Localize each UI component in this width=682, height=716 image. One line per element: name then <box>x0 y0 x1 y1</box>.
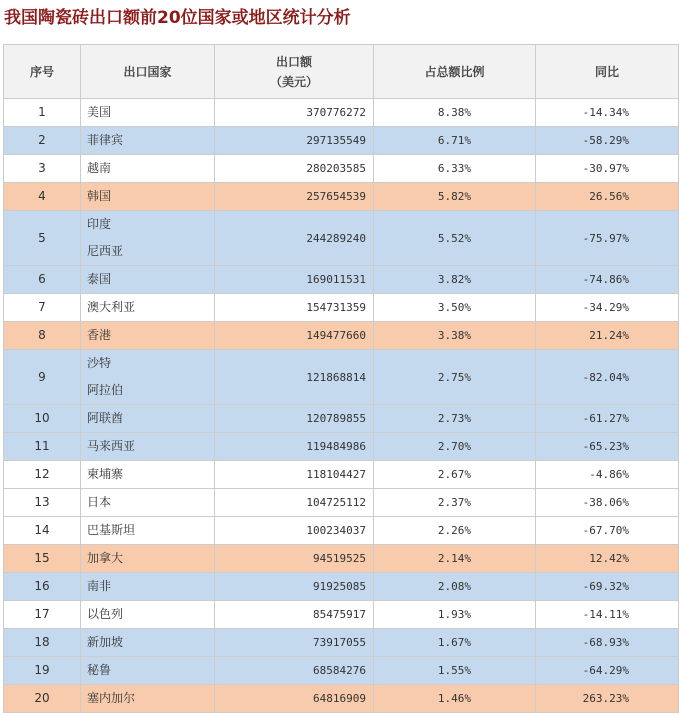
cell-share: 2.70% <box>374 433 536 461</box>
cell-country <box>81 183 215 211</box>
cell-yoy: -34.29% <box>536 294 679 322</box>
cell-share: 6.33% <box>374 155 536 183</box>
cell-share: 2.26% <box>374 517 536 545</box>
cell-export: 119484986 <box>215 433 374 461</box>
cell-export: 104725112 <box>215 489 374 517</box>
cell-share: 1.55% <box>374 657 536 685</box>
cell-country <box>81 266 215 294</box>
table-row <box>4 405 679 433</box>
cell-yoy: 26.56% <box>536 183 679 211</box>
cell-country <box>81 127 215 155</box>
cell-export: 149477660 <box>215 322 374 350</box>
cell-yoy: -67.70% <box>536 517 679 545</box>
cell-export: 257654539 <box>215 183 374 211</box>
table-row <box>4 517 679 545</box>
cell-export: 68584276 <box>215 657 374 685</box>
cell-yoy: -75.97% <box>536 211 679 266</box>
country-name-line: 马来西亚 <box>87 439 136 453</box>
cell-idx: 1 <box>4 99 81 127</box>
cell-export: 73917055 <box>215 629 374 657</box>
cell-country <box>81 211 215 266</box>
cell-yoy: -14.34% <box>536 99 679 127</box>
cell-yoy: -69.32% <box>536 573 679 601</box>
export-table <box>3 44 679 713</box>
country-name-line: 柬埔寨 <box>87 467 124 481</box>
cell-idx: 18 <box>4 629 81 657</box>
table-row <box>4 350 679 405</box>
cell-export: 121868814 <box>215 350 374 405</box>
country-name-line: 澳大利亚 <box>87 300 136 314</box>
country-name-line: 尼西亚 <box>87 244 124 258</box>
cell-export: 64816909 <box>215 685 374 713</box>
country-name-line: 阿联酋 <box>87 411 124 425</box>
cell-idx: 12 <box>4 461 81 489</box>
cell-idx: 10 <box>4 405 81 433</box>
cell-share: 6.71% <box>374 127 536 155</box>
cell-country <box>81 517 215 545</box>
cell-share: 5.82% <box>374 183 536 211</box>
cell-share: 2.37% <box>374 489 536 517</box>
table-row <box>4 266 679 294</box>
country-name-line: 以色列 <box>87 607 124 621</box>
cell-idx: 6 <box>4 266 81 294</box>
country-name-line: 菲律宾 <box>87 133 124 147</box>
table-row <box>4 657 679 685</box>
country-name-line: 美国 <box>87 105 112 119</box>
header-share: 占总额比例 <box>374 45 536 99</box>
cell-share: 1.67% <box>374 629 536 657</box>
cell-country <box>81 545 215 573</box>
cell-country <box>81 99 215 127</box>
cell-country <box>81 405 215 433</box>
table-row <box>4 433 679 461</box>
cell-yoy: -61.27% <box>536 405 679 433</box>
country-name-line: 秘鲁 <box>87 663 112 677</box>
cell-share: 2.67% <box>374 461 536 489</box>
cell-share: 8.38% <box>374 99 536 127</box>
cell-idx: 5 <box>4 211 81 266</box>
table-row <box>4 155 679 183</box>
cell-country <box>81 601 215 629</box>
country-name-line: 塞内加尔 <box>87 691 136 705</box>
cell-country <box>81 155 215 183</box>
country-name-line: 韩国 <box>87 189 112 203</box>
table-row <box>4 461 679 489</box>
cell-idx: 11 <box>4 433 81 461</box>
header-export <box>215 45 374 99</box>
cell-export: 370776272 <box>215 99 374 127</box>
table-row <box>4 573 679 601</box>
cell-idx: 20 <box>4 685 81 713</box>
cell-idx: 13 <box>4 489 81 517</box>
cell-yoy: 21.24% <box>536 322 679 350</box>
page-title: 我国陶瓷砖出口额前20位国家或地区统计分析 <box>4 8 351 28</box>
table-row <box>4 545 679 573</box>
cell-export: 91925085 <box>215 573 374 601</box>
cell-country <box>81 657 215 685</box>
cell-idx: 17 <box>4 601 81 629</box>
table-row <box>4 685 679 713</box>
cell-yoy: 263.23% <box>536 685 679 713</box>
cell-share: 5.52% <box>374 211 536 266</box>
country-name-line: 沙特 <box>87 356 112 370</box>
country-name-line: 巴基斯坦 <box>87 523 136 537</box>
country-name-line: 越南 <box>87 161 112 175</box>
country-name-line: 印度 <box>87 217 112 231</box>
cell-yoy: -65.23% <box>536 433 679 461</box>
cell-share: 2.14% <box>374 545 536 573</box>
cell-share: 3.82% <box>374 266 536 294</box>
table-row <box>4 127 679 155</box>
cell-share: 2.75% <box>374 350 536 405</box>
country-name-line: 泰国 <box>87 272 112 286</box>
cell-yoy: -82.04% <box>536 350 679 405</box>
country-name-line: 加拿大 <box>87 551 124 565</box>
cell-share: 3.38% <box>374 322 536 350</box>
cell-yoy: -38.06% <box>536 489 679 517</box>
header-export-line1: 出口额 <box>275 54 312 69</box>
table-header-row <box>4 45 679 99</box>
table-row <box>4 601 679 629</box>
cell-yoy: -4.86% <box>536 461 679 489</box>
cell-yoy: -64.29% <box>536 657 679 685</box>
header-yoy: 同比 <box>536 45 679 99</box>
cell-idx: 15 <box>4 545 81 573</box>
cell-idx: 9 <box>4 350 81 405</box>
cell-yoy: -14.11% <box>536 601 679 629</box>
cell-export: 100234037 <box>215 517 374 545</box>
country-name-line: 新加坡 <box>87 635 124 649</box>
cell-idx: 14 <box>4 517 81 545</box>
cell-export: 244289240 <box>215 211 374 266</box>
table-body <box>4 99 679 713</box>
cell-idx: 16 <box>4 573 81 601</box>
cell-share: 2.08% <box>374 573 536 601</box>
cell-country <box>81 433 215 461</box>
cell-country <box>81 322 215 350</box>
cell-idx: 7 <box>4 294 81 322</box>
table-row <box>4 211 679 266</box>
cell-yoy: -58.29% <box>536 127 679 155</box>
cell-yoy: -74.86% <box>536 266 679 294</box>
header-idx: 序号 <box>4 45 81 99</box>
table-row <box>4 489 679 517</box>
cell-idx: 2 <box>4 127 81 155</box>
cell-share: 2.73% <box>374 405 536 433</box>
cell-export: 118104427 <box>215 461 374 489</box>
country-name-line: 阿拉伯 <box>87 383 124 397</box>
cell-share: 3.50% <box>374 294 536 322</box>
cell-export: 94519525 <box>215 545 374 573</box>
cell-export: 85475917 <box>215 601 374 629</box>
table-row <box>4 629 679 657</box>
header-country: 出口国家 <box>81 45 215 99</box>
cell-idx: 8 <box>4 322 81 350</box>
cell-country <box>81 629 215 657</box>
cell-country <box>81 461 215 489</box>
cell-country <box>81 350 215 405</box>
cell-share: 1.93% <box>374 601 536 629</box>
cell-export: 120789855 <box>215 405 374 433</box>
header-export-line2: （美元） <box>269 74 318 89</box>
cell-share: 1.46% <box>374 685 536 713</box>
country-name-line: 日本 <box>87 495 112 509</box>
cell-export: 280203585 <box>215 155 374 183</box>
country-name-line: 南非 <box>87 579 112 593</box>
cell-export: 297135549 <box>215 127 374 155</box>
table-row <box>4 294 679 322</box>
cell-yoy: -30.97% <box>536 155 679 183</box>
cell-country <box>81 294 215 322</box>
cell-idx: 3 <box>4 155 81 183</box>
cell-country <box>81 573 215 601</box>
cell-country <box>81 685 215 713</box>
country-name-line: 香港 <box>87 328 112 342</box>
cell-idx: 19 <box>4 657 81 685</box>
cell-export: 154731359 <box>215 294 374 322</box>
cell-yoy: -68.93% <box>536 629 679 657</box>
cell-idx: 4 <box>4 183 81 211</box>
table-row <box>4 183 679 211</box>
cell-export: 169011531 <box>215 266 374 294</box>
table-row <box>4 322 679 350</box>
cell-yoy: 12.42% <box>536 545 679 573</box>
cell-country <box>81 489 215 517</box>
table-row <box>4 99 679 127</box>
